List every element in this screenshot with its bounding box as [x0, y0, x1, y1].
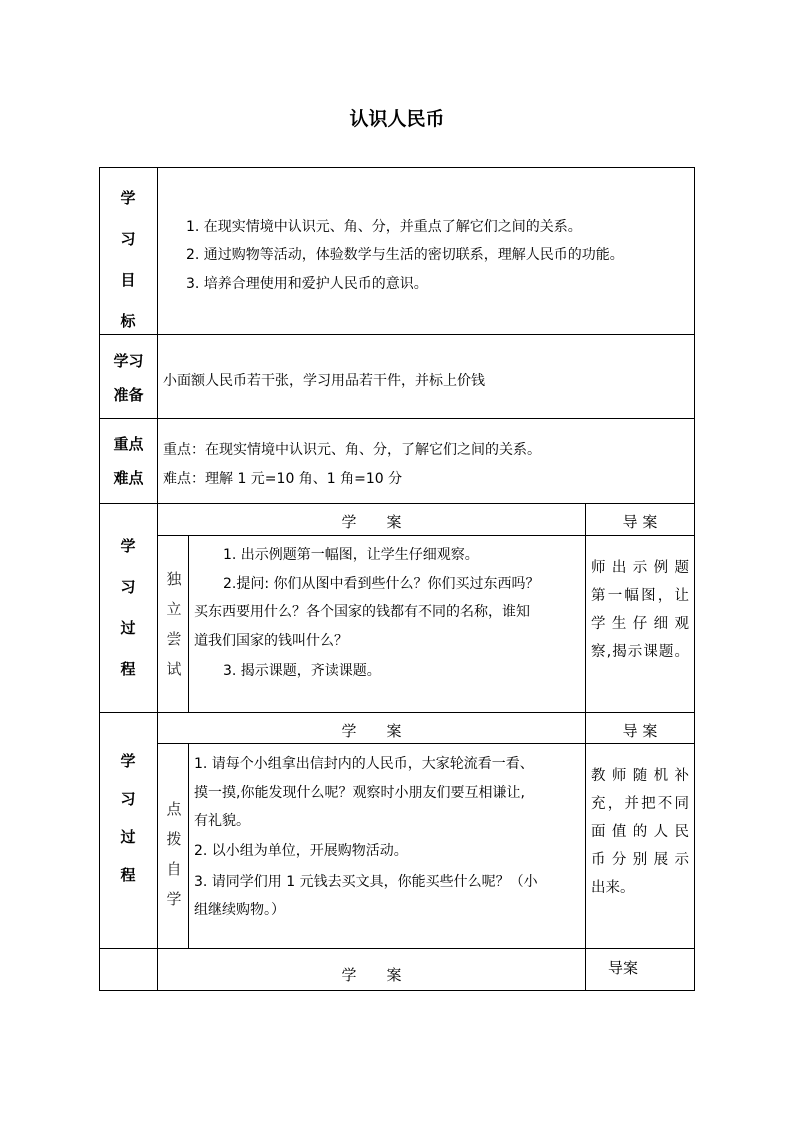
guide-header: 导 案: [622, 513, 658, 531]
process-label-char: 学: [120, 752, 136, 770]
process1-header-divider: [157, 535, 695, 536]
process-label-char: 学: [120, 537, 136, 555]
stage-label: [161, 564, 187, 684]
process-label-char: 过: [120, 828, 136, 846]
guide-line: 出来。: [591, 880, 635, 896]
guide-line: 师出示例题: [591, 560, 689, 576]
process-label-char: 习: [120, 790, 136, 808]
stage-label-char: 点: [166, 800, 182, 818]
plan-header: 学 案: [341, 966, 402, 984]
key-point-text: 重点：在现实情境中认识元、角、分，了解它们之间的关系。: [163, 442, 541, 458]
plan-line: 3. 揭示课题，齐读课题。: [223, 663, 381, 679]
objectives-label-char: 目: [120, 271, 136, 289]
plan-line: 买东西要用什么？各个国家的钱都有不同的名称，谁知: [194, 604, 530, 620]
stage-label-char: 学: [166, 890, 182, 908]
plan-header: 学 案: [341, 513, 402, 531]
table-border-right: [694, 167, 695, 991]
stage-label-char: 拨: [166, 830, 182, 848]
guide-column-divider: [585, 948, 586, 990]
stage-column-divider: [188, 535, 189, 712]
key-points-label: [100, 427, 157, 495]
guide-line: 第一幅图，让: [591, 588, 689, 604]
objectives-label-char: 标: [120, 312, 136, 330]
stage-label-char: 立: [166, 600, 182, 618]
table-border-top: [99, 167, 695, 168]
table-border-left: [99, 167, 100, 991]
difficulty-text: 难点：理解 1 元=10 角、1 角=10 分: [163, 471, 403, 487]
preparation-label-line: 学习: [113, 352, 144, 370]
guide-line: 教师随机补: [591, 768, 689, 784]
plan-line: 组继续购物。）: [194, 902, 285, 918]
stage-label-char: 自: [166, 860, 182, 878]
page-title: 认识人民币: [349, 108, 445, 130]
objective-item: 3. 培养合理使用和爱护人民币的意识。: [186, 276, 428, 292]
plan-line: 摸一摸,你能发现什么呢？观察时小朋友们要互相谦让,: [194, 785, 525, 801]
process-label-char: 习: [120, 578, 136, 596]
stage-label-char: 独: [166, 570, 182, 588]
plan-line: 2.提问: 你们从图中看到些什么？你们买过东西吗？: [223, 576, 540, 592]
guide-line: 币分别展示: [591, 852, 689, 868]
label-column-divider: [157, 167, 158, 991]
guide-text: [591, 762, 689, 902]
plan-line: 1. 出示例题第一幅图，让学生仔细观察。: [223, 547, 479, 563]
guide-column-divider: [585, 503, 586, 712]
objective-item: 1. 在现实情境中认识元、角、分，并重点了解它们之间的关系。: [186, 219, 582, 235]
plan-line: 有礼貌。: [194, 813, 250, 829]
process2-label: [115, 742, 141, 894]
process2-header-divider: [157, 743, 695, 744]
plan-line: 1. 请每个小组拿出信封内的人民币，大家轮流看一看、: [194, 756, 534, 772]
objectives-label-char: 习: [120, 230, 136, 248]
row-divider: [99, 712, 695, 713]
table-border-bottom: [99, 990, 695, 991]
preparation-label: [100, 344, 157, 412]
plan-line: 道我们国家的钱叫什么？: [194, 633, 348, 649]
stage-label: [161, 794, 187, 914]
preparation-text: 小面额人民币若干张，学习用品若干件，并标上价钱: [163, 373, 485, 389]
guide-header: 导案: [608, 959, 639, 977]
preparation-label-line: 准备: [113, 386, 144, 404]
plan-header: 学 案: [341, 722, 402, 740]
row-divider: [99, 948, 695, 949]
row-divider: [99, 334, 695, 335]
plan-line: 2. 以小组为单位，开展购物活动。: [194, 843, 408, 859]
stage-column-divider: [188, 743, 189, 948]
process-label-char: 程: [120, 660, 136, 678]
row-divider: [99, 418, 695, 419]
guide-line: 面值的人民: [591, 824, 689, 840]
key-points-label-line: 重点: [113, 435, 144, 453]
guide-text: [591, 554, 689, 666]
row-divider: [99, 503, 695, 504]
key-points-label-line: 难点: [113, 469, 144, 487]
objectives-label: [115, 178, 141, 342]
objectives-label-char: 学: [120, 189, 136, 207]
process-label-char: 过: [120, 619, 136, 637]
guide-header: 导 案: [622, 722, 658, 740]
stage-label-char: 试: [166, 660, 182, 678]
objective-item: 2. 通过购物等活动，体验数学与生活的密切联系，理解人民币的功能。: [186, 247, 624, 263]
guide-line: 学生仔细观: [591, 616, 689, 632]
process-label-char: 程: [120, 866, 136, 884]
guide-column-divider: [585, 712, 586, 948]
plan-line: 3. 请同学们用 1 元钱去买文具，你能买些什么呢？（小: [194, 874, 538, 890]
process1-label: [115, 526, 141, 690]
stage-label-char: 尝: [166, 630, 182, 648]
guide-line: 察,揭示课题。: [591, 644, 689, 660]
guide-line: 充，并把不同: [591, 796, 689, 812]
